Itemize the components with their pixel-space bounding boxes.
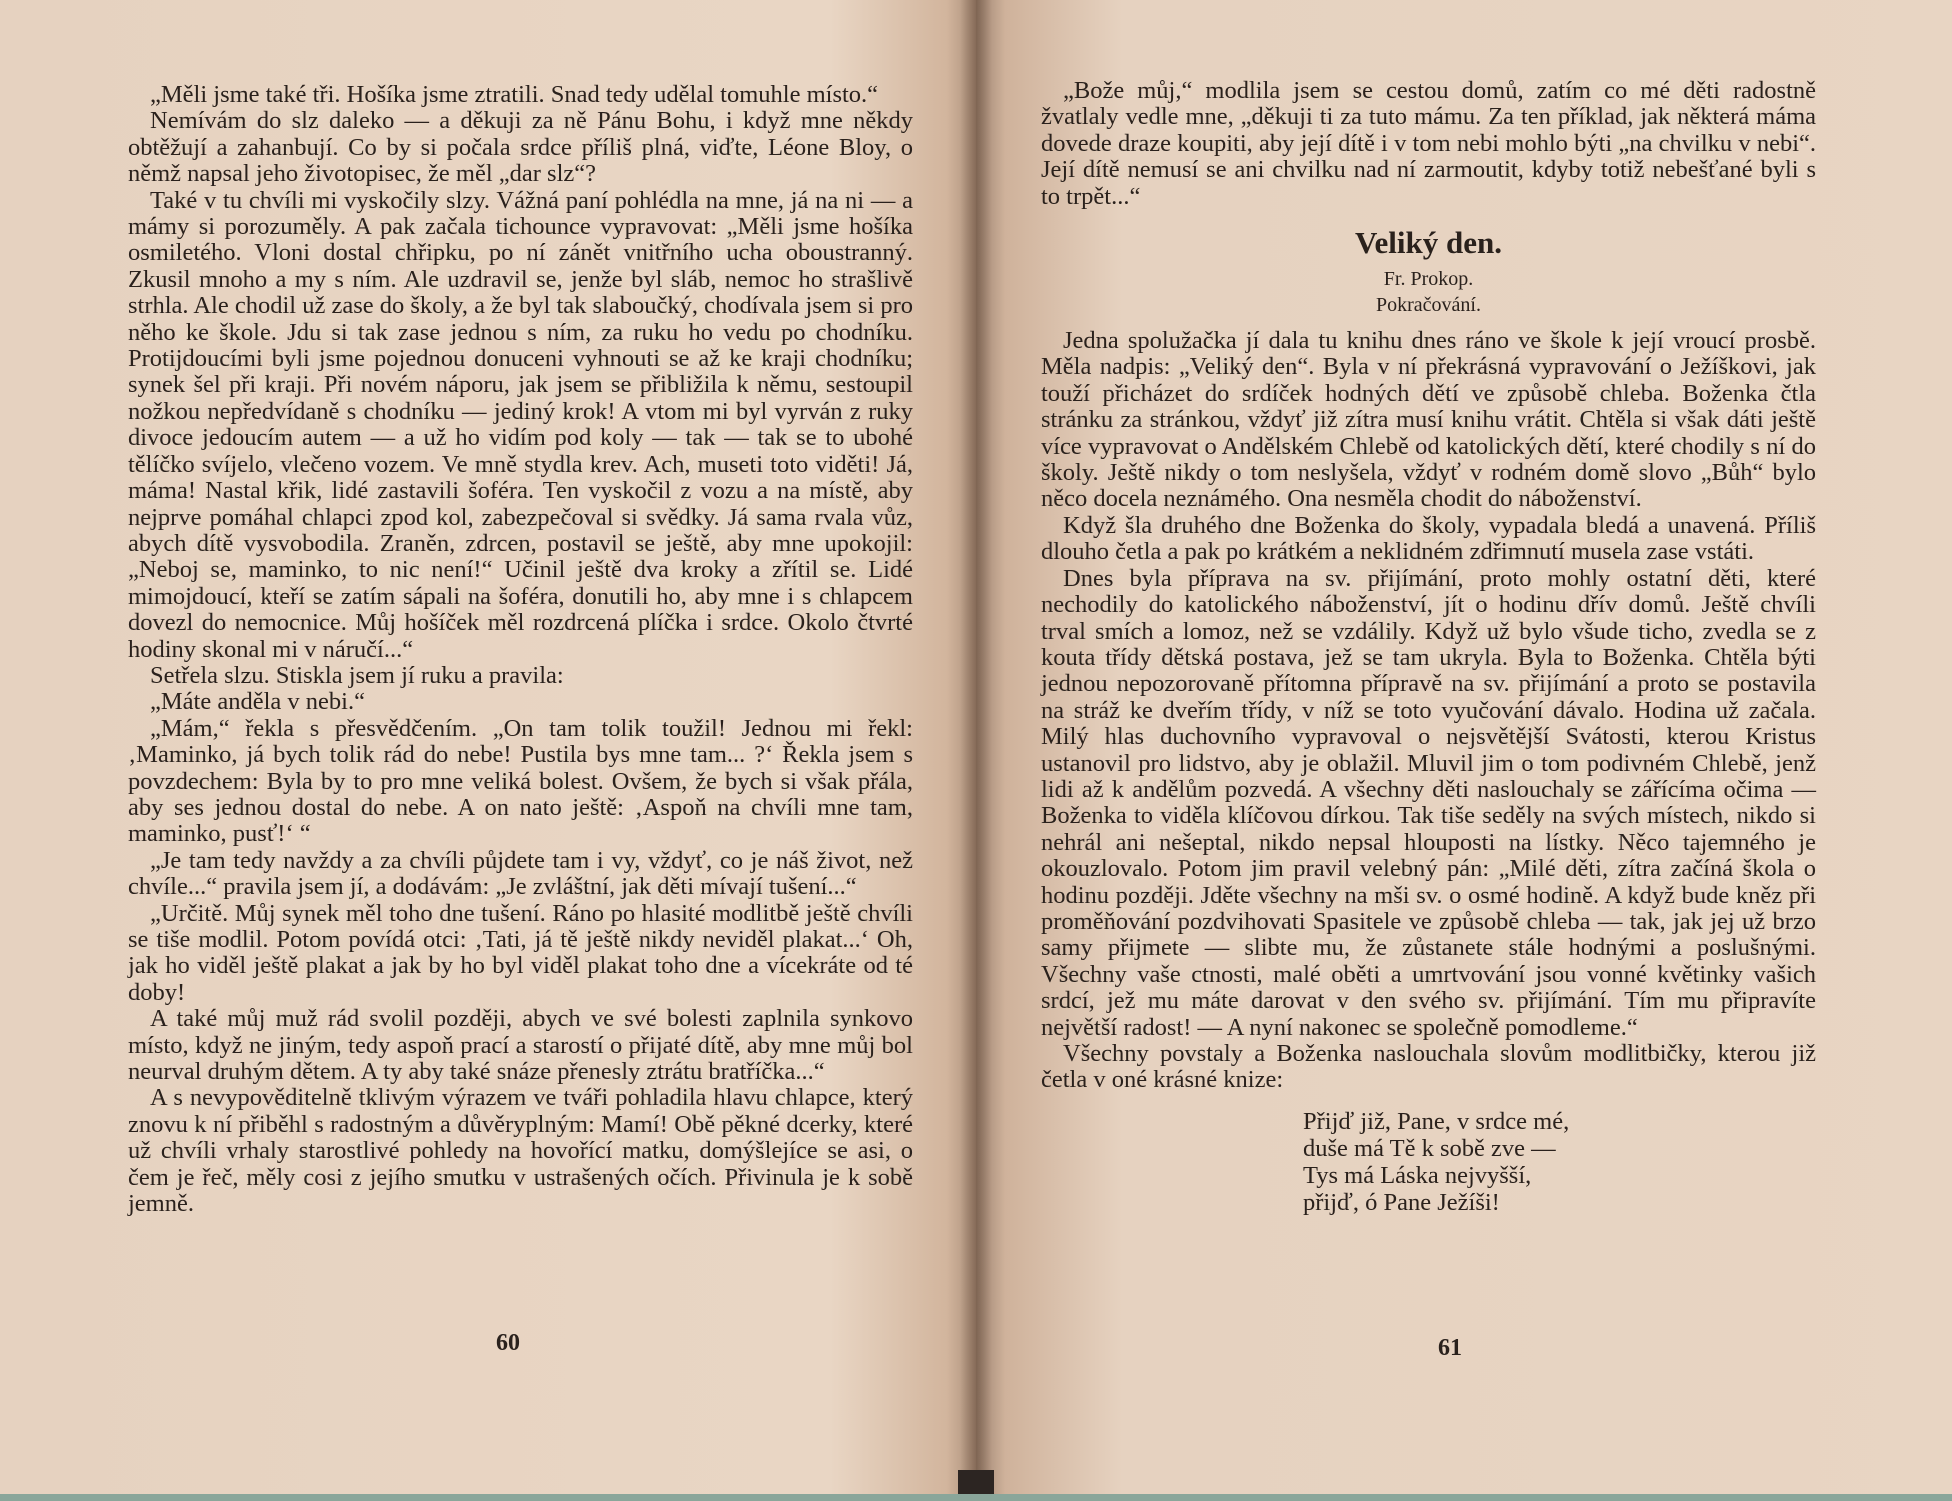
paragraph: „Mám,“ řekla s přesvědčením. „On tam tolik toužil! Jednou mi řekl: ‚Maminko, já bych tolik rád do nebe! Pustila bys mne tam... ?‘ Řekla jsem s povzdechem: Byla by to pro mne veliká bolest. Ovšem, že bych si však přála, aby ses jednou dostal do nebe. A on nato ještě: ‚Aspoň na chvíli mne tam, maminko, pusť!‘ “ [128, 714, 913, 848]
paragraph: Všechny povstaly a Boženka naslouchala slovům modlitbičky, kterou již četla v oné krásné knize: [1041, 1040, 1816, 1094]
verse-line: duše má Tě k sobě zve — [1303, 1134, 1556, 1162]
verse-line: přijď, ó Pane Ježíši! [1303, 1188, 1500, 1216]
chapter-heading: Veliký den. [1354, 225, 1502, 261]
left-page-text [128, 82, 913, 1217]
book-gutter [960, 0, 992, 1501]
paragraph: „Bože můj,“ modlila jsem se cestou domů, zatím co mé děti radostně žvatlaly vedle mne, „děkuji ti za tuto mámu. Za ten příklad, jak některá máma dovede draze koupiti, aby její dítě i v tom nebi mohlo býti „na chvilku v nebi“. Její dítě nemusí se ani chvilku nad ní zarmoutit, kdyby totiž nebešťané byli s to trpět...“ [1041, 77, 1816, 210]
page-number: 60 [496, 1330, 520, 1356]
verse-line: Přijď již, Pane, v srdce mé, [1303, 1107, 1570, 1135]
paragraph: „Máte anděla v nebi.“ [150, 688, 365, 716]
paragraph: Setřela slzu. Stiskla jsem jí ruku a pravila: [150, 661, 564, 689]
paragraph: Dnes byla příprava na sv. přijímání, proto mohly ostatní děti, které nechodily do katolického náboženství, jít o hodinu dřív domů. Ještě chvíli trval smích a lomoz, než se vzdálily. Když už bylo všude ticho, zvedla se z kouta třídy dětská postava, jež se tam ukryla. Byla to Boženka. Chtěla býti jednou nepozorovaně přítomna přípravě na sv. přijímání a proto se postavila na stráž ke dveřím třídy, v níž se toto vyučování dávalo. Hodina už začala. Milý hlas duchovního vypravoval o nejsvětější Svátosti, kterou Kristus ustanovil pro lidstvo, aby je oblažil. Mluvil jim o tom podivném Chlebě, jenž lidi až k andělům pozvedá. A všechny děti naslouchaly se zářícíma očima — Boženka to viděla klíčovou dírkou. Tak tiše seděly na svých místech, nikdo si nehrál ani nešeptal, nikdo nepsal hlouposti na lístky. Něco tajemného je okouzlovalo. Potom jim pravil velebný pán: „Milé děti, zítra začíná škola o hodinu později. Jděte všechny na mši sv. o osmé hodině. A když bude kněz při proměňování pozdvihovati Spasitele ve způsobě chleba — tak, jak jej už brzo samy přijmete — slibte mu, že zůstanete stále hodnými a poslušnými. Všechny vaše ctnosti, malé oběti a umrtvování jsou vonné květinky vašich srdcí, jež mu máte darovat v den svého sv. přijímání. Tím mu připravíte největší radost! — A nyní nakonec se společně pomodleme.“ [1041, 564, 1816, 1041]
paragraph: „Určitě. Můj synek měl toho dne tušení. Ráno po hlasité modlitbě ještě chvíli se tiše modlil. Potom povídá otci: ‚Tati, já tě ještě nikdy neviděl plakat...‘ Oh, jak ho viděl ještě plakat a jak by ho byl viděl plakat toho dne a vícekráte od té doby! [128, 899, 913, 1006]
prayer-verse [1303, 1108, 1816, 1216]
paragraph: A také můj muž rád svolil později, abych ve své bolesti zaplnila synkovo místo, když ne jiným, tedy aspoň prací a starostí o přijaté dítě, aby mne můj bol neurval druhým dětem. A ty aby také snáze přenesly ztrátu bratříčka...“ [128, 1005, 913, 1086]
scan-edge [0, 1494, 1952, 1501]
right-page-text [1041, 78, 1816, 1216]
right-page [976, 0, 1952, 1501]
paragraph: „Měli jsme také tři. Hošíka jsme ztratili. Snad tedy udělal tomuhle místo.“ [150, 81, 879, 108]
continuation-note: Pokračování. [1376, 294, 1481, 317]
verse-line: Tys má Láska nejvyšší, [1303, 1161, 1532, 1189]
page-number: 61 [1438, 1335, 1462, 1361]
paragraph: A s nevypověditelně tklivým výrazem ve tváři pohladila hlavu chlapce, který znovu k ní přiběhl s radostným a důvěryplným: Mamí! Obě pěkné dcerky, které už chvíli vrhaly starostlivé pohledy na hovořící matku, domýšlejíce se asi, o čem je řeč, měly cosi z jejího smutku v ustrašených očích. Přivinula je k sobě jemně. [128, 1084, 913, 1218]
paragraph: Když šla druhého dne Boženka do školy, vypadala bledá a unavená. Příliš dlouho četla a pak po krátkém a neklidném zdřimnutí musela zase vstáti. [1041, 511, 1816, 566]
paragraph: Jedna spolužačka jí dala tu knihu dnes ráno ve škole k její vroucí prosbě. Měla nadpis: „Veliký den“. Byla v ní překrásná vypravování o Ježíškovi, jak touží přicházet do srdíček hodných dětí ve způsobě chleba. Boženka čtla stránku za stránkou, vždyť již zítra musí knihu vrátit. Chtěla si však dáti ještě více vypravovat o Andělském Chlebě od katolických dětí, které chodily s ní do školy. Ještě nikdy o tom neslyšela, vždyť v rodném domě slovo „Bůh“ bylo něco docela neznámého. Ona nesměla chodit do náboženství. [1041, 327, 1816, 513]
paragraph: Také v tu chvíli mi vyskočily slzy. Vážná paní pohlédla na mne, já na ni — a mámy si porozuměly. A pak začala tichounce vypravovat: „Měli jsme hošíka osmiletého. Vloni dostal chřipku, po ní zánět vnitřního ucha oboustranný. Zkusil mnoho a my s ním. Ale uzdravil se, jenže byl sláb, nemoc ho strašlivě strhla. Ale chodil už zase do školy, a že byl tak slaboučký, chodívala jsem si pro něho ke škole. Jdu si tak zase jednou s ním, za ruku ho vedu po chodníku. Protijdoucími byli jsme pojednou donuceni vyhnouti se až ke kraji chodníku; synek šel při kraji. Při novém náporu, jak jsem se přibližila k němu, sestoupil nožkou nepředvídaně s chodníku — jediný krok! A vtom mi byl vyrván z ruky divoce jedoucím autem — a už ho vidím pod koly — tak — tak se to ubohé tělíčko svíjelo, vlečeno vozem. Ve mně stydla krev. Ach, museti toto viděti! Já, máma! Nastal křik, lidé zastavili šoféra. Ten vyskočil z vozu a na místě, aby nejprve pomáhal chlapci zpod kol, zabezpečoval si svědky. Já sama rvala vůz, abych dítě vysvobodila. Zraněn, zdrcen, postavil se ještě, aby mne upokojil: „Neboj se, maminko, to nic není!“ Učinil ještě dva kroky a zřítil se. Lidé mimojdoucí, kteří se zatím sápali na šoféra, donutili ho, aby mne i s chlapcem dovezl do nemocnice. Můj hošíček měl rozdrcená plíčka i srdce. Okolo čtvrté hodiny skonal mi v náručí...“ [128, 186, 913, 663]
paragraph: „Je tam tedy navždy a za chvíli půjdete tam i vy, vždyť, co je náš život, než chvíle...“ pravila jsem jí, a dodávám: „Je zvláštní, jak děti mívají tušení...“ [128, 846, 913, 901]
paragraph: Nemívám do slz daleko — a děkuji za ně Pánu Bohu, i když mne někdy obtěžují a zahanbují. Co by si počala srdce příliš plná, viďte, Léone Bloy, o němž napsal jeho životopisec, že měl „dar slz“? [128, 107, 913, 188]
author-name: Fr. Prokop. [1383, 268, 1474, 291]
